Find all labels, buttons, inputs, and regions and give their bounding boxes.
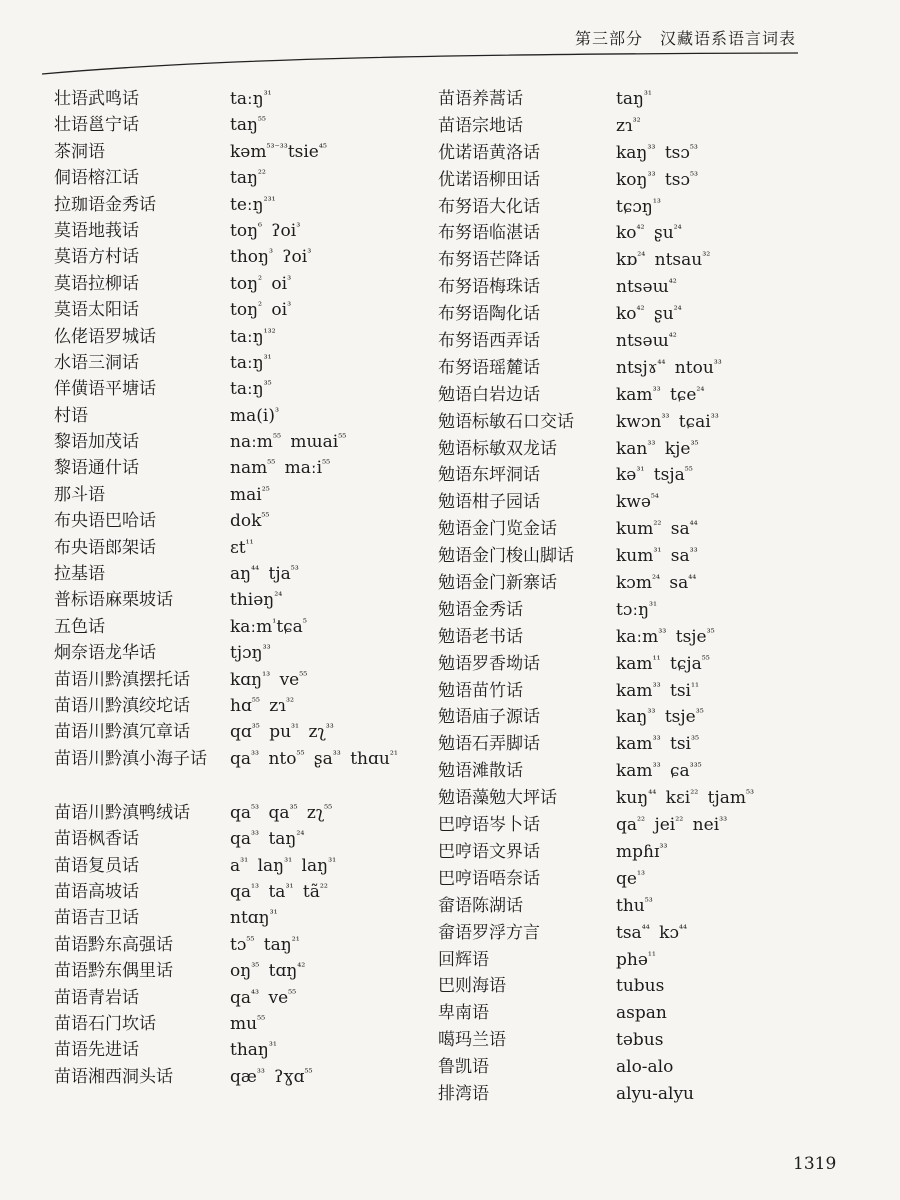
word-entry [54,374,424,400]
word-entry [438,353,868,380]
language-name: 苗语先进话 [54,1040,139,1061]
word-entry [438,380,868,407]
word-entry [54,612,424,638]
word-entry [438,407,868,434]
word-form: $a^{^{31}}$ laŋ$^{^{31}}$ laŋ$^{^{31}}$ [230,855,337,876]
language-name: 排湾语 [438,1083,489,1104]
language-name: 布努语陶化话 [438,304,540,325]
language-name: 噶玛兰语 [438,1030,506,1051]
word-entry [54,110,424,136]
word-entry [438,84,868,111]
language-name: 巴哼语唔奈话 [438,868,540,889]
language-name: 仫佬语罗城话 [54,326,156,347]
word-entry [54,717,424,743]
word-form: tubus [616,976,665,997]
word-form: kə$^{^{31}}$ tsja$^{^{55}}$ [616,465,693,486]
word-form: alo-alo [616,1057,674,1078]
word-form: thiəŋ$^{^{24}}$ [230,590,283,611]
word-entry [54,190,424,216]
word-entry [54,137,424,163]
word-entry [54,559,424,585]
language-name: 勉语石弄脚话 [438,734,540,755]
word-entry [54,295,424,321]
word-entry [438,1079,868,1106]
word-form: phə$^{^{11}}$ [616,949,656,970]
word-form: kuŋ$^{^{44}}$ kɛi$^{^{22}}$ tjam$^{^{53}}$ [616,788,755,809]
language-name: 优诺语黄洛话 [438,142,540,163]
word-form: $oŋ^{^{35}}$ tɑŋ$^{^{42}}$ [230,961,306,982]
word-entry [54,930,424,956]
word-form: kəm$^{^{53-33}}$tsie$^{^{45}}$ [230,141,327,162]
word-entry [438,111,868,138]
word-entry [438,837,868,864]
language-name: 苗语川黔滇绞坨话 [54,695,190,716]
word-entry [54,84,424,110]
word-form: thoŋ$^{^3}$ ʔoi$^{^3}$ [230,247,312,268]
word-form: taŋ$^{^{55}}$ [230,115,266,136]
language-name: 侗语榕江话 [54,168,139,189]
language-name: 回辉语 [438,949,489,970]
language-name: 佯僙语平塘话 [54,379,156,400]
word-entry [438,272,868,299]
word-entry [438,945,868,972]
word-entry [438,1025,868,1052]
language-name: 苗语黔东偶里话 [54,961,173,982]
language-name: 苗语湘西洞头话 [54,1066,173,1087]
word-form: $qa^{^{33}}$ taŋ$^{^{24}}$ [230,829,305,850]
word-form: kaŋ$^{^{33}}$ tsɔ$^{^{53}}$ [616,142,698,163]
language-name: 鲁凯语 [438,1057,489,1078]
word-form: aspan [616,1003,667,1024]
word-form: kum$^{^{31}}$ $sa^{^{33}}$ [616,546,698,567]
word-entry [54,903,424,929]
word-entry [438,702,868,729]
word-form: kɔm$^{^{24}}$ $sa^{^{44}}$ [616,573,697,594]
word-form: kam$^{^{33}}$ ɕa$^{^{335}}$ [616,761,702,782]
language-name: 勉语金秀话 [438,599,523,620]
language-name: 布努语临湛话 [438,223,540,244]
word-entry [54,322,424,348]
word-entry [438,326,868,353]
language-name: 勉语东坪洞话 [438,465,540,486]
language-name: 勉语金门新寨话 [438,573,557,594]
language-name: 勉语白岩边话 [438,384,540,405]
word-form: zɿ$^{^{32}}$ [616,115,641,136]
language-name: 苗语宗地话 [438,115,523,136]
language-name: 拉珈语金秀话 [54,194,156,215]
word-entry [54,216,424,242]
word-entry [438,971,868,998]
word-form: taːŋ$^{^{31}}$ [230,89,272,109]
word-form: toŋ$^{^6}$ ʔoi$^{^3}$ [230,220,301,241]
word-entry [54,585,424,611]
word-form: $qe^{^{13}}$ [616,868,645,889]
word-entry [54,348,424,374]
word-entry [438,756,868,783]
word-entry [54,163,424,189]
word-form: kam$^{^{33}}$ tsi$^{^{11}}$ [616,680,700,701]
word-form: hɑ$^{^{55}}$ zɿ$^{^{32}}$ [230,695,294,716]
word-form: thaŋ$^{^{31}}$ [230,1040,277,1061]
word-entry [54,798,424,824]
page-header-title: 第三部分 汉藏语系语言词表 [574,29,796,48]
word-entry [438,541,868,568]
word-form: nam$^{^{55}}$ maːi$^{^{55}}$ [230,458,331,479]
word-entry [438,622,868,649]
language-name: 勉语罗香坳话 [438,653,540,674]
word-entry [438,165,868,192]
word-form: təbus [616,1030,664,1051]
language-name: 黎语通什话 [54,458,139,479]
word-form: teːŋ$^{^{231}}$ [230,194,276,215]
language-name: 普标语麻栗坡话 [54,590,173,611]
language-name: 黎语加茂话 [54,432,139,453]
language-name: 莫语太阳话 [54,300,139,321]
word-entry [54,983,424,1009]
language-name: 布央语巴哈话 [54,511,156,532]
word-entry [438,676,868,703]
word-entry [438,460,868,487]
word-form: kɑŋ$^{^{13}}$ $ve^{^{55}}$ [230,669,308,690]
word-form: $mu^{^{55}}$ [230,1013,266,1034]
word-form: kan$^{^{33}}$ kje$^{^{35}}$ [616,438,699,459]
language-name: 勉语金门梭山脚话 [438,546,574,567]
language-name: 布央语郎架话 [54,537,156,558]
word-form: tɕɔŋ$^{^{13}}$ [616,196,661,217]
word-entry [438,192,868,219]
word-form: alyu-alyu [616,1083,694,1104]
word-form: kaŋ$^{^{33}}$ tsje$^{^{35}}$ [616,707,704,728]
word-form: $ko^{^{42}}$ ʂu$^{^{24}}$ [616,304,682,325]
word-entry [438,1052,868,1079]
language-name: 巴哼语岑卜话 [438,815,540,836]
word-entry [54,1035,424,1061]
language-name: 勉语柑子园话 [438,492,540,513]
word-entry [438,245,868,272]
word-form: kam$^{^{33}}$ tɕe$^{^{24}}$ [616,384,705,405]
word-form: kam$^{^{33}}$ tsi$^{^{35}}$ [616,734,700,755]
word-form: taːŋ$^{^{132}}$ [230,326,276,347]
word-entry [54,242,424,268]
word-form: ntsəɯ$^{^{42}}$ [616,277,677,298]
language-name: 莫语方村话 [54,247,139,268]
word-form: $qæ^{^{33}}$ ʔɣɑ$^{^{55}}$ [230,1066,313,1087]
word-form: thu$^{^{53}}$ [616,895,653,916]
language-name: 勉语标敏双龙话 [438,438,557,459]
word-form: taŋ$^{^{31}}$ [616,89,652,109]
word-entry [438,595,868,622]
word-form: tjɔŋ$^{^{33}}$ [230,643,271,664]
word-entry [438,649,868,676]
language-name: 优诺语柳田话 [438,169,540,190]
word-form: mpɦɪ$^{^{33}}$ [616,841,668,862]
word-form: $qa^{^{53}}$ $qa^{^{35}}$ zʅ$^{^{55}}$ [230,802,333,823]
word-entry [54,877,424,903]
language-name: 苗语青岩话 [54,987,139,1008]
word-form: taːŋ$^{^{35}}$ [230,379,272,400]
language-name: 勉语庙子源话 [438,707,540,728]
word-form: $aŋ^{^{44}}$ tja$^{^{53}}$ [230,564,299,585]
word-form: taŋ$^{^{22}}$ [230,168,266,189]
word-entry [438,783,868,810]
language-name: 水语三洞话 [54,352,139,373]
word-entry [438,918,868,945]
language-name: 苗语高坡话 [54,881,139,902]
word-form: koŋ$^{^{33}}$ tsɔ$^{^{53}}$ [616,169,699,190]
word-form: $qa^{^{13}}$ $ta^{^{31}}$ $tã^{^{22}}$ [230,881,328,902]
word-entry [54,533,424,559]
word-form: kum$^{^{22}}$ $sa^{^{44}}$ [616,519,698,540]
word-form: kwə$^{^{54}}$ [616,492,659,513]
language-name: 炯奈语龙华话 [54,643,156,664]
word-entry [438,810,868,837]
word-entry [54,480,424,506]
word-form: taːŋ$^{^{31}}$ [230,352,272,373]
word-entry [54,506,424,532]
language-name: 壮语邕宁话 [54,115,139,136]
word-form: kwɔn$^{^{33}}$ tɕai$^{^{33}}$ [616,411,719,432]
word-form: $qa^{^{22}}$ jei$^{^{22}}$ nei$^{^{33}}$ [616,815,728,836]
word-entry [438,514,868,541]
word-form: naːm$^{^{55}}$ mɯai$^{^{55}}$ [230,432,347,453]
word-entry [54,744,424,798]
language-name: 苗语川黔滇冗章话 [54,722,190,743]
word-form: kaːm$^{^{33}}$ tsje$^{^{35}}$ [616,626,715,647]
language-name: 莫语拉柳话 [54,273,139,294]
language-name: 勉语标敏石口交话 [438,411,574,432]
word-entry [438,729,868,756]
language-name: 布努语梅珠话 [438,277,540,298]
language-name: 那斗语 [54,484,105,505]
word-form: ntɑŋ$^{^{31}}$ [230,908,278,929]
header-rule [42,52,798,78]
language-name: 勉语滩散话 [438,761,523,782]
word-form: mai$^{^{25}}$ [230,484,270,505]
word-form: $ko^{^{42}}$ ʂu$^{^{24}}$ [616,223,682,244]
word-form: kam$^{^{11}}$ tɕja$^{^{55}}$ [616,653,710,674]
word-entry [438,998,868,1025]
word-form: $ma(i)^{^3}$ [230,405,279,426]
word-form: qɑ$^{^{35}}$ $pu^{^{31}}$ zʅ$^{^{33}}$ [230,722,334,743]
word-form: ntsjɤ$^{^{44}}$ ntou$^{^{33}}$ [616,357,722,378]
language-name: 茶洞语 [54,141,105,162]
language-name: 畲语罗浮方言 [438,922,540,943]
language-name: 苗语川黔滇鸭绒话 [54,802,190,823]
language-name: 苗语吉卫话 [54,908,139,929]
word-entry [438,434,868,461]
word-form: kaːm$^{^1}$tɕa$^{^5}$ [230,616,307,637]
right-word-column [438,84,868,1106]
language-name: 苗语石门坎话 [54,1013,156,1034]
language-name: 拉基语 [54,564,105,585]
language-name: 苗语养蒿话 [438,89,523,109]
word-entry [54,691,424,717]
word-form: $qa^{^{43}}$ $ve^{^{55}}$ [230,987,297,1008]
word-entry [54,824,424,850]
language-name: 苗语复员话 [54,855,139,876]
word-entry [54,956,424,982]
language-name: 勉语藻勉大坪话 [438,788,557,809]
word-form: tɔ$^{^{55}}$ taŋ$^{^{21}}$ [230,934,300,955]
language-name: 苗语黔东高强话 [54,934,173,955]
language-name: 苗语川黔滇摆托话 [54,669,190,690]
word-entry [54,1062,424,1088]
word-form: kɒ$^{^{24}}$ ntsau$^{^{32}}$ [616,250,711,271]
language-name: 布努语芒降话 [438,250,540,271]
word-form: ɛt$^{^{11}}$ [230,537,254,558]
word-entry [54,427,424,453]
word-form: dok$^{^{55}}$ [230,511,270,532]
language-name: 莫语地莪话 [54,220,139,241]
page-number: 1319 [793,1154,837,1174]
word-form: ntsəɯ$^{^{42}}$ [616,331,677,352]
language-name: 村语 [54,405,88,426]
word-entry [54,269,424,295]
language-name: 畲语陈湖话 [438,895,523,916]
word-entry [54,851,424,877]
word-entry [54,453,424,479]
language-name: 巴则海语 [438,976,506,997]
word-entry [438,299,868,326]
word-entry [54,665,424,691]
word-entry [438,568,868,595]
word-entry [54,401,424,427]
word-entry [438,891,868,918]
word-form: toŋ$^{^2}$ $oi^{^3}$ [230,300,292,321]
word-entry [438,138,868,165]
word-entry [54,638,424,664]
language-name: 苗语川黔滇小海子话 [54,748,207,769]
language-name: 勉语金门览金话 [438,519,557,540]
word-form: $qa^{^{33}}$ nto$^{^{55}}$ ʂa$^{^{33}}$ thɑu$^{^{21}}$ [230,748,398,769]
word-entry [54,1009,424,1035]
word-form: tsa$^{^{44}}$ kɔ$^{^{44}}$ [616,922,687,943]
left-word-column [54,84,424,1088]
word-entry [438,218,868,245]
language-name: 巴哼语文界话 [438,841,540,862]
word-form: tɔːŋ$^{^{31}}$ [616,599,658,620]
language-name: 勉语老书话 [438,626,523,647]
word-form: toŋ$^{^2}$ $oi^{^3}$ [230,273,292,294]
language-name: 苗语枫香话 [54,829,139,850]
language-name: 勉语苗竹话 [438,680,523,701]
language-name: 壮语武鸣话 [54,89,139,109]
language-name: 卑南语 [438,1003,489,1024]
language-name: 布努语大化话 [438,196,540,217]
word-entry [438,864,868,891]
word-entry [438,487,868,514]
language-name: 五色话 [54,616,105,637]
language-name: 布努语瑶麓话 [438,357,540,378]
language-name: 布努语西弄话 [438,331,540,352]
